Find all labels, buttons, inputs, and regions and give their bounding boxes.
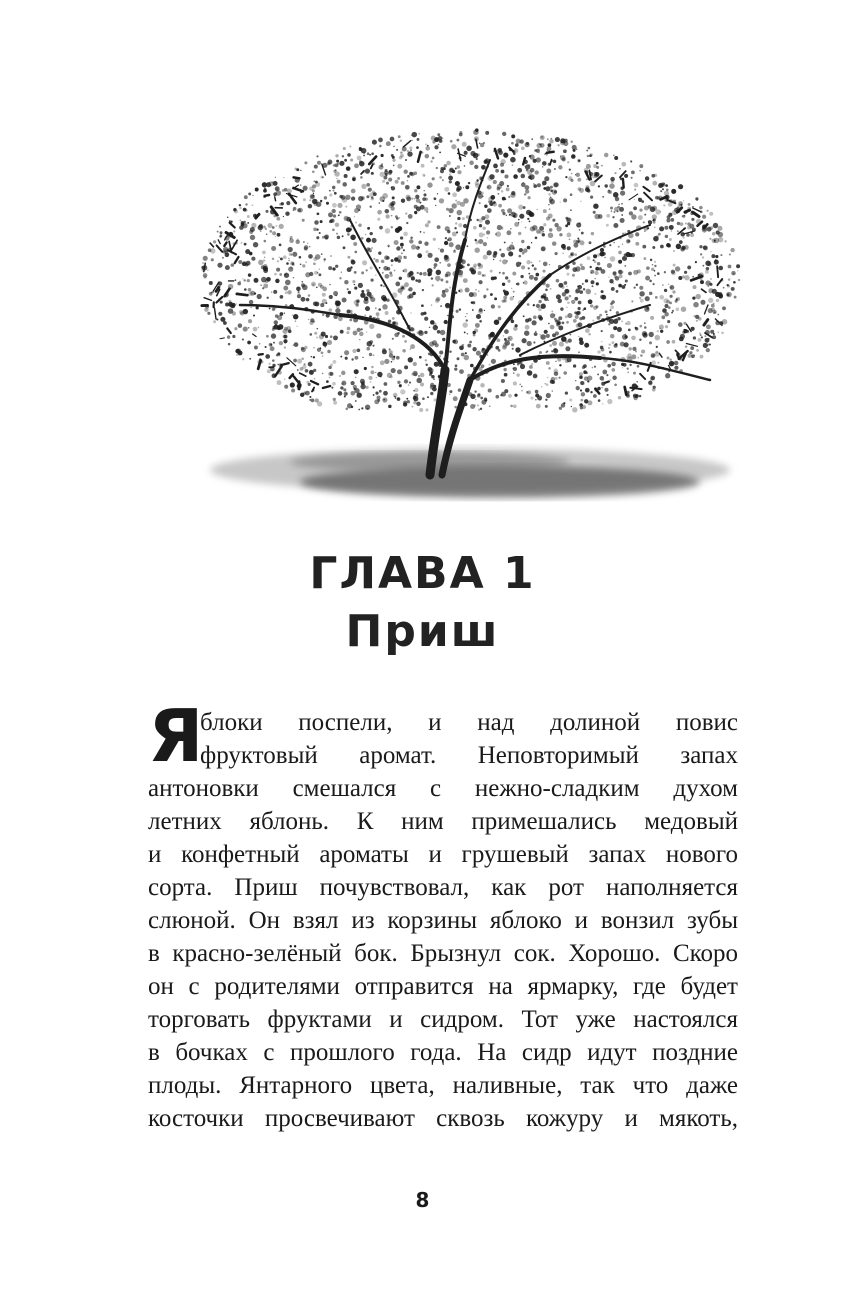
text-line: плоды. Янтарного цвета, наливные, так что даже (148, 1072, 738, 1099)
chapter-number: ГЛАВА 1 (309, 548, 536, 599)
ground-shadow (210, 448, 730, 498)
text-line: блоки поспели, и над долиной повис (200, 709, 738, 736)
text-line: и конфетный ароматы и грушевый запах нового (148, 841, 738, 868)
text-line: торговать фруктами и сидром. Тот уже настоялся (148, 1006, 738, 1033)
text-line: слюной. Он взял из корзины яблоко и вонзил зубы (148, 907, 738, 934)
text-line: косточки просвечивают сквозь кожуру и мякоть, (148, 1105, 738, 1132)
tree-foliage (201, 128, 740, 412)
chapter-body-text (148, 706, 738, 1135)
dropcap-letter: Я (148, 694, 204, 778)
text-line: в красно-зелёный бок. Брызнул сок. Хорошо. Скоро (148, 940, 738, 967)
page-number: 8 (415, 1188, 430, 1212)
text-line: он с родителями отправится на ярмарку, где будет (148, 973, 738, 1000)
text-line: в бочках с прошлого года. На сидр идут поздние (148, 1039, 738, 1066)
text-line: сорта. Приш почувствовал, как рот наполняется (148, 874, 738, 901)
text-line: фруктовый аромат. Неповторимый запах (200, 742, 738, 769)
text-line: летних яблонь. К ним примешались медовый (148, 808, 738, 835)
apple-tree-illustration (180, 90, 750, 530)
text-line: антоновки смешался с нежно-сладким духом (148, 775, 738, 802)
chapter-title: Приш (345, 606, 500, 657)
